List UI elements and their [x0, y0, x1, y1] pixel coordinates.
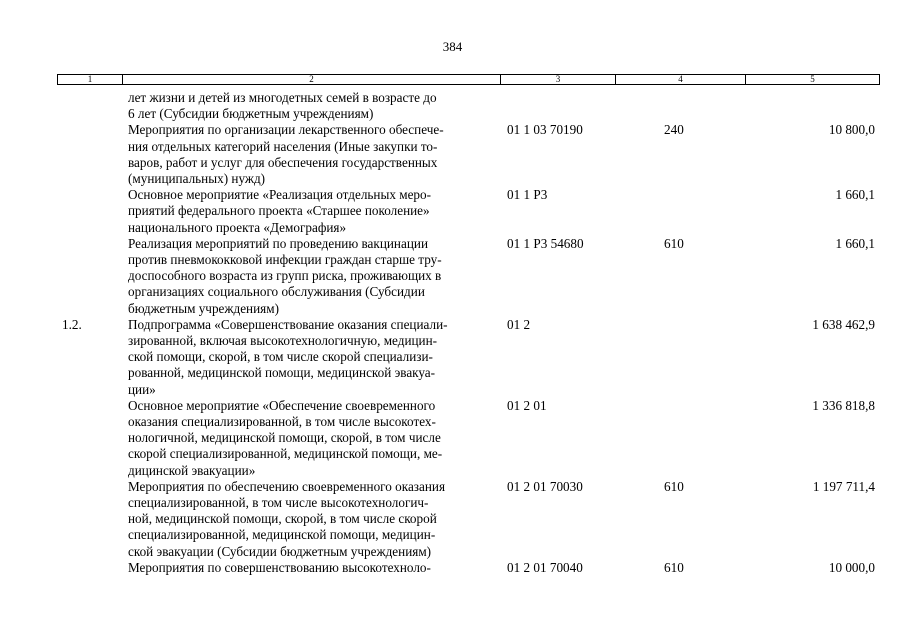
table-row: [0, 187, 905, 236]
row-description: [128, 317, 500, 398]
description-line: ской эвакуации (Субсидии бюджетным учреждениям): [128, 543, 432, 559]
description-line: (муниципальных) нужд): [128, 171, 266, 187]
row-expense-type: 610: [664, 478, 684, 494]
description-line: ции»: [128, 381, 156, 397]
row-code: 01 2 01 70040: [507, 559, 583, 575]
table-row: [0, 398, 905, 479]
table-row: [0, 236, 905, 317]
description-line: Основное мероприятие «Обеспечение своевременного: [128, 397, 436, 413]
row-number: 1.2.: [62, 316, 82, 332]
row-description: [128, 122, 500, 187]
description-line: нологичной, медицинской помощи, скорой, в том числе: [128, 430, 441, 446]
description-line: специализированной, в том числе высокотехнологич-: [128, 495, 429, 511]
table-header: [57, 74, 880, 85]
row-amount: 1 660,1: [835, 187, 875, 203]
row-description: [128, 398, 500, 479]
description-line: Подпрограмма «Совершенствование оказания специали-: [128, 316, 448, 332]
description-line: Реализация мероприятий по проведению вакцинации: [128, 235, 429, 251]
row-code: 01 1 P3: [507, 187, 548, 203]
description-line: лет жизни и детей из многодетных семей в возрасте до: [128, 90, 437, 105]
description-line: рованной, медицинской помощи, медицинской эвакуа-: [128, 365, 436, 381]
row-amount: 1 336 818,8: [812, 397, 875, 413]
header-col-2: 2: [123, 75, 501, 84]
description-line: Мероприятия по обеспечению своевременного оказания: [128, 478, 446, 494]
page-number: 384: [442, 39, 463, 54]
header-col-3: 3: [501, 75, 616, 84]
description-line: против пневмококковой инфекции граждан старше тру-: [128, 252, 442, 268]
table-row: [0, 479, 905, 560]
row-code: 01 1 P3 54680: [507, 235, 584, 251]
table-body: [0, 90, 905, 576]
description-line: бюджетным учреждениям): [128, 300, 279, 316]
description-line: оказания специализированной, в том числе высокотех-: [128, 414, 436, 430]
row-amount: 1 638 462,9: [812, 316, 875, 332]
row-expense-type: 610: [664, 559, 684, 575]
description-line: ной, медицинской помощи, скорой, в том числе скорой: [128, 511, 437, 527]
description-line: ния отдельных категорий населения (Иные закупки то-: [128, 138, 438, 154]
table-row: [0, 122, 905, 187]
row-code: 01 2 01 70030: [507, 478, 583, 494]
description-line: варов, работ и услуг для обеспечения государственных: [128, 154, 438, 170]
description-line: дицинской эвакуации»: [128, 462, 256, 478]
description-line: зированной, включая высокотехнологичную, медицин-: [128, 333, 438, 349]
header-col-5: 5: [810, 74, 815, 84]
row-expense-type: 240: [664, 122, 684, 138]
description-line: Основное мероприятие «Реализация отдельных меро-: [128, 187, 432, 203]
table-row: [0, 317, 905, 398]
row-description: [128, 236, 500, 317]
description-line: скорой специализированной, медицинской помощи, ме-: [128, 446, 443, 462]
header-col-1: 1: [58, 75, 123, 84]
row-description: [128, 479, 500, 560]
table-row: [0, 560, 905, 576]
row-code: 01 2: [507, 316, 531, 332]
description-line: ской помощи, скорой, в том числе скорой специализи-: [128, 349, 433, 365]
description-line: Мероприятия по совершенствованию высокотехноло-: [128, 559, 431, 575]
description-line: Мероприятия по организации лекарственного обеспече-: [128, 122, 444, 138]
row-amount: 10 000,0: [828, 559, 875, 575]
description-line: национального проекта «Демография»: [128, 219, 347, 235]
row-code: 01 1 03 70190: [507, 122, 583, 138]
description-line: приятий федерального проекта «Старшее поколение»: [128, 203, 430, 219]
row-amount: 1 197 711,4: [812, 478, 875, 494]
row-expense-type: 610: [664, 235, 684, 251]
table-row: [0, 90, 905, 122]
row-description: [128, 90, 500, 122]
description-line: специализированной, медицинской помощи, медицин-: [128, 527, 436, 543]
row-code: 01 2 01: [507, 397, 547, 413]
description-line: 6 лет (Субсидии бюджетным учреждениям): [128, 106, 374, 122]
description-line: доспособного возраста из групп риска, проживающих в: [128, 268, 442, 284]
row-description: [128, 187, 500, 236]
row-amount: 10 800,0: [828, 122, 875, 138]
header-col-4: 4: [616, 75, 746, 84]
row-amount: 1 660,1: [835, 235, 875, 251]
row-description: [128, 560, 500, 576]
description-line: организациях социального обслуживания (Субсидии: [128, 284, 425, 300]
